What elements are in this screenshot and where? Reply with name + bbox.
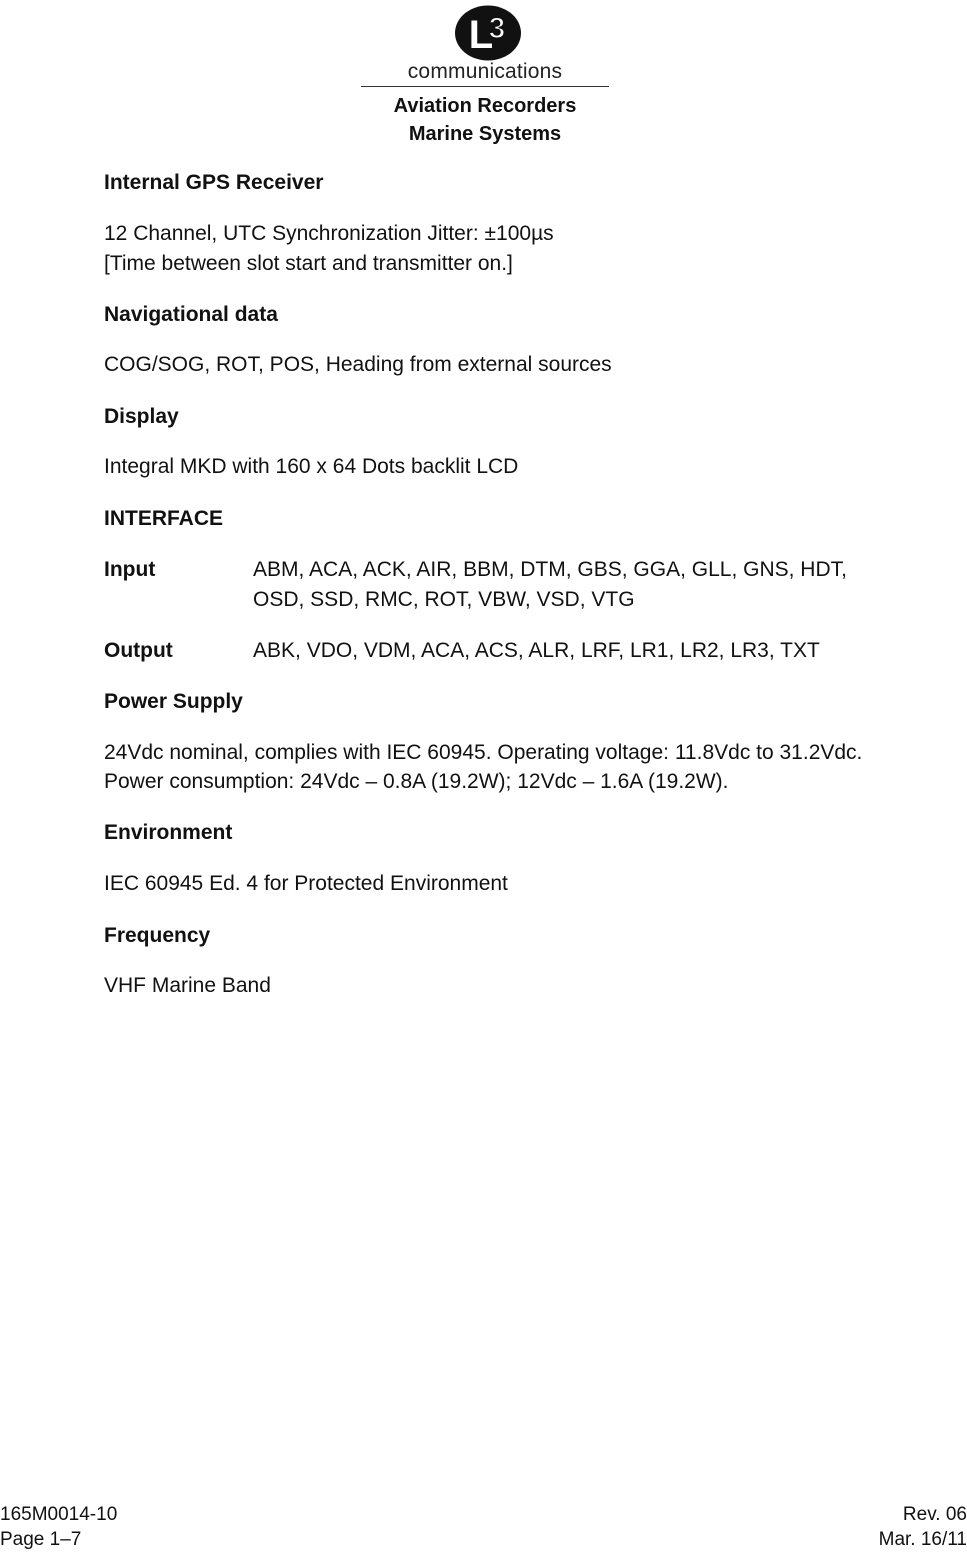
output-line-1: ABK, VDO, VDM, ACA, ACS, ALR, LRF, LR1, LR2, LR3, TXT xyxy=(253,639,820,662)
environment-line-1: IEC 60945 Ed. 4 for Protected Environment xyxy=(104,872,508,895)
logo-wordmark: communications xyxy=(407,60,563,83)
heading-interface: INTERFACE xyxy=(104,507,224,530)
heading-frequency: Frequency xyxy=(104,924,211,947)
gps-line-2: [Time between slot start and transmitter on.] xyxy=(104,252,513,275)
header-aviation-recorders: Aviation Recorders xyxy=(393,95,577,117)
heading-gps: Internal GPS Receiver xyxy=(104,171,324,194)
heading-environment: Environment xyxy=(104,821,233,844)
input-label: Input xyxy=(104,558,156,581)
input-line-2: OSD, SSD, RMC, ROT, VBW, VSD, VTG xyxy=(253,588,635,611)
heading-power-supply: Power Supply xyxy=(104,690,243,713)
header-divider xyxy=(361,86,609,87)
header-marine-systems: Marine Systems xyxy=(408,123,562,145)
nav-line-1: COG/SOG, ROT, POS, Heading from external sources xyxy=(104,353,612,376)
l3-logo xyxy=(453,4,523,62)
display-line-1: Integral MKD with 160 x 64 Dots backlit LCD xyxy=(104,455,519,478)
svg-text:L: L xyxy=(468,13,494,57)
page-header xyxy=(0,0,967,150)
output-label: Output xyxy=(104,639,173,662)
heading-display: Display xyxy=(104,405,179,428)
power-line-1: 24Vdc nominal, complies with IEC 60945. Operating voltage: 11.8Vdc to 31.2Vdc. xyxy=(104,741,863,764)
power-line-2: Power consumption: 24Vdc – 0.8A (19.2W); 12Vdc – 1.6A (19.2W). xyxy=(104,770,729,793)
input-line-1: ABM, ACA, ACK, AIR, BBM, DTM, GBS, GGA, GLL, GNS, HDT, xyxy=(253,558,847,581)
footer-date: Mar. 16/11 xyxy=(878,1529,967,1550)
footer-page-number: Page 1–7 xyxy=(0,1529,82,1550)
gps-line-1: 12 Channel, UTC Synchronization Jitter: ±100µs xyxy=(104,222,554,245)
footer-revision: Rev. 06 xyxy=(902,1504,967,1525)
heading-navigational-data: Navigational data xyxy=(104,303,278,326)
svg-text:3: 3 xyxy=(488,12,506,45)
footer-doc-number: 165M0014-10 xyxy=(0,1504,118,1525)
frequency-line-1: VHF Marine Band xyxy=(104,974,271,997)
